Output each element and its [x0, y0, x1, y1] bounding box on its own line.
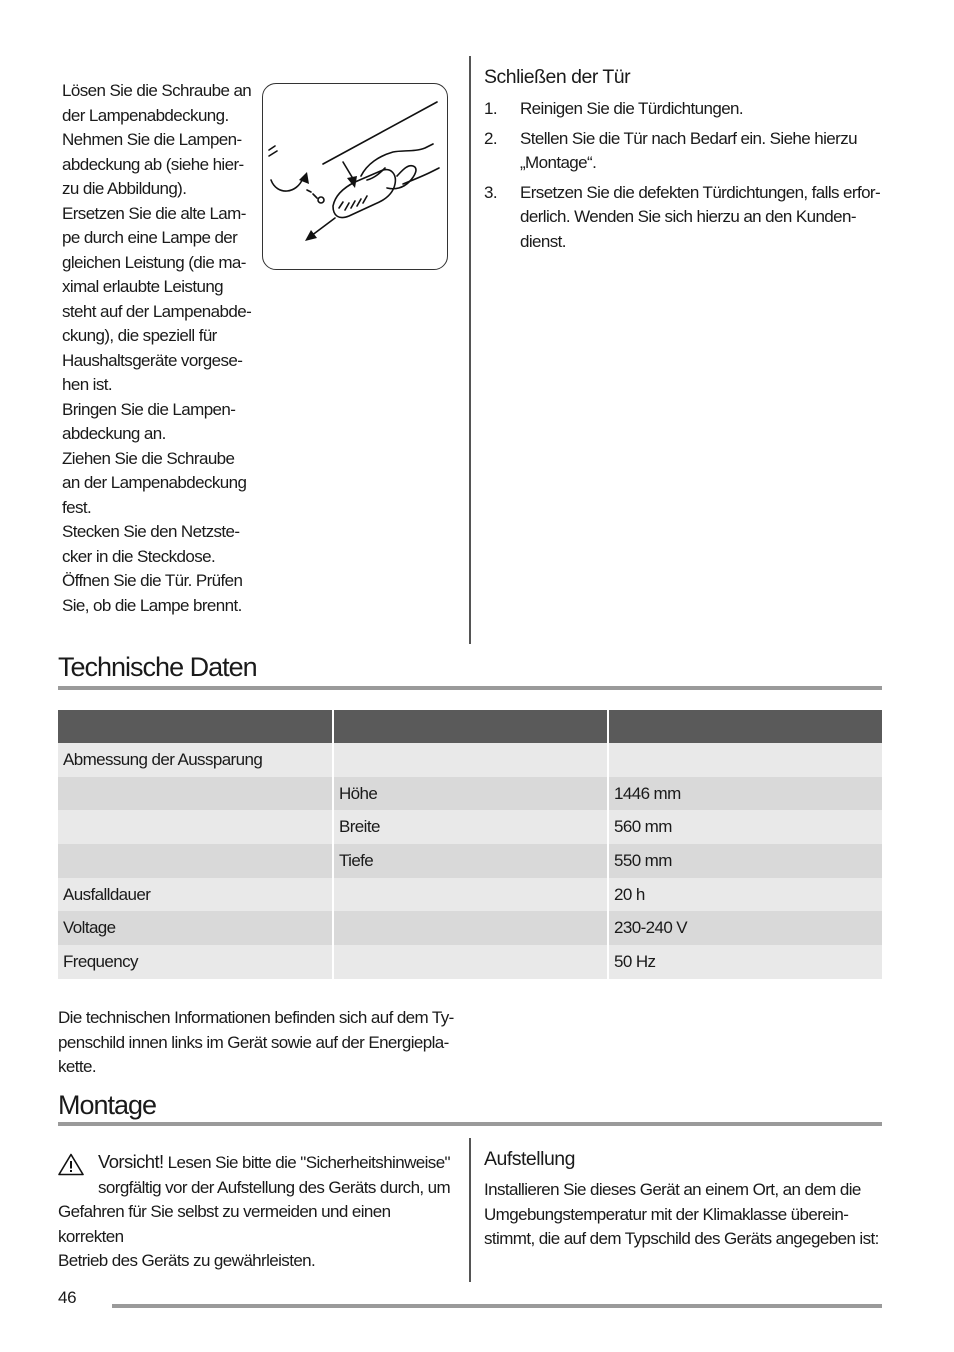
page-number: 46 — [58, 1288, 77, 1307]
text-line: ximal erlaubte Leistung — [62, 277, 224, 296]
text-line: kette. — [58, 1057, 96, 1076]
table-header-cell — [58, 710, 332, 743]
table-cell — [332, 945, 607, 979]
text-line: Die technischen Informationen befinden sich auf dem Ty- — [58, 1008, 454, 1027]
table-header-row — [58, 710, 882, 743]
list-item — [484, 181, 884, 255]
text-line: Sie, ob die Lampe brennt. — [62, 595, 242, 615]
list-item — [484, 127, 884, 176]
text-line: Öffnen Sie die Tür. Prüfen — [62, 571, 243, 590]
table-cell: 230-240 V — [607, 911, 882, 945]
montage-heading-rule — [58, 1122, 882, 1126]
text-line: Reinigen Sie die Türdichtungen. — [520, 99, 744, 118]
text-line: Betrieb des Geräts zu gewährleisten. — [58, 1251, 316, 1270]
table-header-cell — [332, 710, 607, 743]
text-line: derlich. Wenden Sie sich hierzu an den Kunden- — [520, 207, 856, 226]
montage-heading: Montage — [58, 1090, 157, 1120]
table-cell: Höhe — [332, 777, 607, 811]
text-line: Nehmen Sie die Lampen- — [62, 130, 242, 149]
tech-heading-rule — [58, 686, 882, 690]
table-cell: Abmessung der Aussparung — [58, 743, 332, 777]
table-row — [58, 945, 882, 979]
table-row — [58, 911, 882, 945]
text-line: Gefahren für Sie selbst zu vermeiden und einen korrekten — [58, 1202, 391, 1246]
list-number: 3. — [484, 182, 497, 202]
table-cell: Voltage — [58, 911, 332, 945]
text-line: stimmt, die auf dem Typschild des Geräts angegeben ist: — [484, 1229, 879, 1248]
text-line: Ersetzen Sie die alte Lam- — [62, 203, 246, 223]
text-line: der Lampenabdeckung. — [62, 105, 229, 125]
table-row — [58, 743, 882, 777]
text-line: gleichen Leistung (die ma- — [62, 252, 246, 272]
warning-block — [58, 1150, 453, 1274]
table-row — [58, 878, 882, 912]
table-cell: 20 h — [607, 878, 882, 912]
lamp-cover-drawing-icon — [263, 84, 447, 269]
text-line: steht auf der Lampenabde- — [62, 301, 252, 321]
text-line: Stecken Sie den Netzste- — [62, 522, 240, 541]
warning-text-first: Lesen Sie bitte die "Sicherheitshinweise" — [163, 1153, 450, 1172]
text-line: abdeckung ab (siehe hier- — [62, 154, 244, 174]
warning-text-second: sorgfältig vor der Aufstellung des Geräts durch, um — [98, 1177, 451, 1197]
list-number: 1. — [484, 99, 497, 118]
table-cell: 50 Hz — [607, 945, 882, 979]
warning-triangle-icon — [58, 1153, 84, 1176]
table-cell — [332, 878, 607, 912]
table-cell: 560 mm — [607, 810, 882, 844]
text-line: Installieren Sie dieses Gerät an einem Ort, an dem die — [484, 1180, 861, 1199]
text-line: ckung), die speziell für — [62, 326, 217, 345]
table-cell — [58, 777, 332, 811]
table-cell — [607, 743, 882, 777]
aufstellung-text — [484, 1178, 884, 1252]
text-line: dienst. — [520, 231, 566, 251]
table-row — [58, 810, 882, 844]
table-cell — [332, 911, 607, 945]
table-row — [58, 844, 882, 878]
table-cell: Breite — [332, 810, 607, 844]
list-number: 2. — [484, 128, 497, 148]
text-line: fest. — [62, 497, 92, 517]
text-line: abdeckung an. — [62, 424, 166, 443]
table-cell: Frequency — [58, 945, 332, 979]
table-cell — [58, 810, 332, 844]
tech-note — [58, 1006, 458, 1080]
table-cell: 550 mm — [607, 844, 882, 878]
table-cell — [58, 844, 332, 878]
table-header-cell — [607, 710, 882, 743]
lamp-cover-illustration — [262, 83, 448, 270]
table-row — [58, 777, 882, 811]
text-line: Bringen Sie die Lampen- — [62, 399, 236, 419]
text-line: cker in die Steckdose. — [62, 546, 216, 566]
aufstellung-title: Aufstellung — [484, 1148, 575, 1170]
column-divider-top — [469, 56, 471, 644]
text-line: zu die Abbildung). — [62, 179, 187, 198]
tech-heading: Technische Daten — [58, 652, 257, 682]
text-line: penschild innen links im Gerät sowie auf der Energiepla- — [58, 1032, 449, 1052]
warning-label: Vorsicht! — [98, 1151, 164, 1172]
text-line: Haushaltsgeräte vorgese- — [62, 350, 243, 370]
text-line: Ersetzen Sie die defekten Türdichtungen, falls erfor- — [520, 182, 881, 202]
door-section-title: Schließen der Tür — [484, 66, 631, 88]
text-line: Stellen Sie die Tür nach Bedarf ein. Siehe hierzu — [520, 128, 857, 148]
list-item — [484, 97, 884, 122]
footer-rule — [112, 1304, 882, 1308]
column-divider-bottom — [469, 1138, 471, 1282]
text-line: hen ist. — [62, 375, 113, 394]
text-line: „Montage“. — [520, 153, 597, 172]
text-line: Lösen Sie die Schraube an — [62, 81, 252, 100]
text-line: an der Lampenabdeckung — [62, 473, 247, 492]
table-cell: 1446 mm — [607, 777, 882, 811]
tech-data-table — [58, 710, 882, 979]
text-line: Ziehen Sie die Schraube — [62, 448, 235, 468]
door-steps-list — [484, 97, 884, 254]
text-line: Umgebungstemperatur mit der Klimaklasse überein- — [484, 1204, 849, 1224]
lamp-instructions — [62, 79, 262, 618]
warning-text-rest — [58, 1200, 453, 1274]
table-cell — [332, 743, 607, 777]
text-line: pe durch eine Lampe der — [62, 228, 238, 247]
table-cell: Tiefe — [332, 844, 607, 878]
table-cell: Ausfalldauer — [58, 878, 332, 912]
